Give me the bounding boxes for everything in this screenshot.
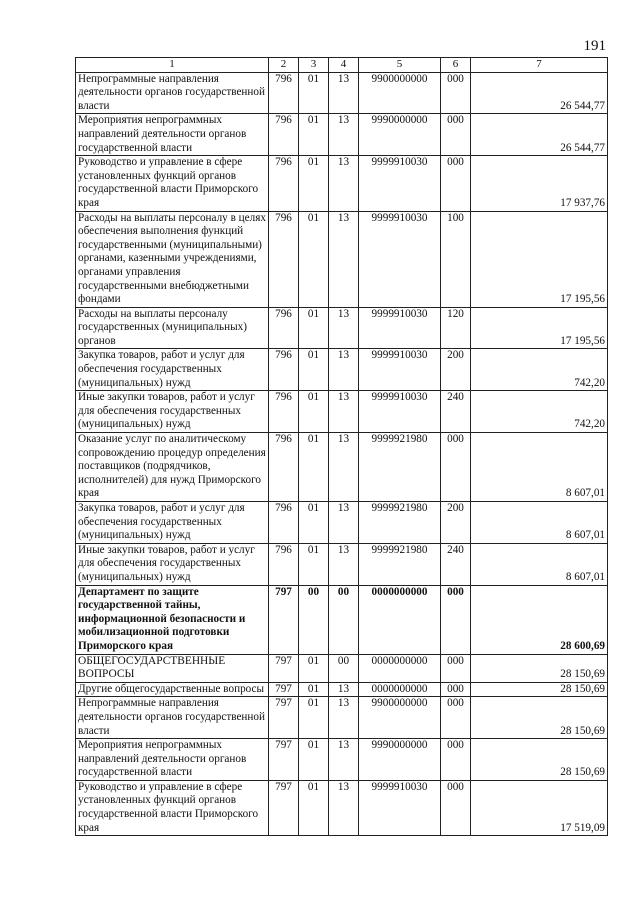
row-code-cell: 796	[269, 502, 299, 544]
row-section-cell: 01	[299, 114, 329, 156]
header-cell-4: 4	[329, 58, 359, 73]
row-name-cell: Департамент по защите государственной тайны, информационной безопасности и мобилизационной подготовки Приморского края	[76, 585, 269, 654]
row-target-cell: 9900000000	[359, 697, 441, 739]
row-subsection-cell: 13	[329, 682, 359, 697]
row-type-cell: 000	[441, 654, 471, 682]
row-type-cell: 000	[441, 780, 471, 835]
row-name-cell: Непрограммные направления деятельности органов государственной власти	[76, 697, 269, 739]
table-row	[76, 654, 608, 682]
header-cell-5: 5	[359, 58, 441, 73]
row-type-cell: 000	[441, 114, 471, 156]
row-subsection-cell: 00	[329, 585, 359, 654]
row-code-cell: 796	[269, 307, 299, 349]
row-target-cell: 9999910030	[359, 307, 441, 349]
row-amount-cell: 28 150,69	[471, 739, 608, 781]
row-target-cell: 9990000000	[359, 739, 441, 781]
row-code-cell: 797	[269, 585, 299, 654]
row-amount-cell: 17 195,56	[471, 211, 608, 307]
table-row	[76, 739, 608, 781]
row-subsection-cell: 13	[329, 211, 359, 307]
row-code-cell: 796	[269, 391, 299, 433]
row-code-cell: 796	[269, 72, 299, 114]
row-target-cell: 9999910030	[359, 156, 441, 211]
row-type-cell: 240	[441, 543, 471, 585]
row-amount-cell: 28 150,69	[471, 697, 608, 739]
row-type-cell: 240	[441, 391, 471, 433]
row-name-cell: ОБЩЕГОСУДАРСТВЕННЫЕ ВОПРОСЫ	[76, 654, 269, 682]
row-type-cell: 000	[441, 682, 471, 697]
row-amount-cell: 28 150,69	[471, 682, 608, 697]
row-section-cell: 01	[299, 739, 329, 781]
row-amount-cell: 8 607,01	[471, 543, 608, 585]
row-section-cell: 01	[299, 502, 329, 544]
row-code-cell: 796	[269, 433, 299, 502]
row-target-cell: 0000000000	[359, 682, 441, 697]
row-section-cell: 01	[299, 349, 329, 391]
row-name-cell: Иные закупки товаров, работ и услуг для обеспечения государственных (муниципальных) нужд	[76, 391, 269, 433]
row-amount-cell: 742,20	[471, 349, 608, 391]
row-amount-cell: 17 519,09	[471, 780, 608, 835]
row-type-cell: 100	[441, 211, 471, 307]
row-type-cell: 000	[441, 697, 471, 739]
row-code-cell: 797	[269, 739, 299, 781]
row-amount-cell: 26 544,77	[471, 72, 608, 114]
table-row	[76, 543, 608, 585]
header-cell-6: 6	[441, 58, 471, 73]
header-cell-2: 2	[269, 58, 299, 73]
row-code-cell: 796	[269, 114, 299, 156]
row-target-cell: 9999921980	[359, 502, 441, 544]
table-row	[76, 114, 608, 156]
row-target-cell: 9999921980	[359, 433, 441, 502]
row-subsection-cell: 13	[329, 114, 359, 156]
row-name-cell: Оказание услуг по аналитическому сопровождению процедур определения поставщиков (подрядчиков, исполнителей) для нужд Приморского края	[76, 433, 269, 502]
row-subsection-cell: 00	[329, 654, 359, 682]
row-name-cell: Мероприятия непрограммных направлений деятельности органов государственной власти	[76, 114, 269, 156]
table-row	[76, 433, 608, 502]
row-subsection-cell: 13	[329, 780, 359, 835]
row-subsection-cell: 13	[329, 697, 359, 739]
table-row	[76, 391, 608, 433]
row-name-cell: Иные закупки товаров, работ и услуг для обеспечения государственных (муниципальных) нужд	[76, 543, 269, 585]
table-header-row	[76, 58, 608, 73]
row-section-cell: 01	[299, 211, 329, 307]
row-target-cell: 0000000000	[359, 654, 441, 682]
row-name-cell: Расходы на выплаты персоналу государственных (муниципальных) органов	[76, 307, 269, 349]
row-name-cell: Другие общегосударственные вопросы	[76, 682, 269, 697]
row-section-cell: 01	[299, 72, 329, 114]
row-target-cell: 9999921980	[359, 543, 441, 585]
header-cell-1: 1	[76, 58, 269, 73]
table-row	[76, 502, 608, 544]
row-section-cell: 01	[299, 391, 329, 433]
row-section-cell: 01	[299, 697, 329, 739]
row-name-cell: Мероприятия непрограммных направлений деятельности органов государственной власти	[76, 739, 269, 781]
row-section-cell: 01	[299, 682, 329, 697]
row-target-cell: 9999910030	[359, 391, 441, 433]
row-code-cell: 797	[269, 697, 299, 739]
table-row	[76, 307, 608, 349]
row-amount-cell: 742,20	[471, 391, 608, 433]
row-code-cell: 797	[269, 780, 299, 835]
row-amount-cell: 26 544,77	[471, 114, 608, 156]
row-section-cell: 01	[299, 307, 329, 349]
row-amount-cell: 8 607,01	[471, 433, 608, 502]
table-row	[76, 156, 608, 211]
row-amount-cell: 28 150,69	[471, 654, 608, 682]
table-row	[76, 72, 608, 114]
row-code-cell: 797	[269, 654, 299, 682]
row-name-cell: Закупка товаров, работ и услуг для обеспечения государственных (муниципальных) нужд	[76, 349, 269, 391]
row-subsection-cell: 13	[329, 433, 359, 502]
table-row	[76, 697, 608, 739]
table-row	[76, 211, 608, 307]
header-cell-3: 3	[299, 58, 329, 73]
row-target-cell: 9999910030	[359, 349, 441, 391]
page-number: 191	[583, 38, 606, 54]
row-subsection-cell: 13	[329, 307, 359, 349]
row-type-cell: 200	[441, 349, 471, 391]
row-code-cell: 796	[269, 156, 299, 211]
row-subsection-cell: 13	[329, 502, 359, 544]
row-subsection-cell: 13	[329, 739, 359, 781]
row-target-cell: 9900000000	[359, 72, 441, 114]
row-section-cell: 01	[299, 654, 329, 682]
row-subsection-cell: 13	[329, 72, 359, 114]
row-section-cell: 01	[299, 156, 329, 211]
row-name-cell: Закупка товаров, работ и услуг для обеспечения государственных (муниципальных) нужд	[76, 502, 269, 544]
row-subsection-cell: 13	[329, 349, 359, 391]
row-type-cell: 000	[441, 739, 471, 781]
row-target-cell: 0000000000	[359, 585, 441, 654]
row-type-cell: 000	[441, 585, 471, 654]
row-code-cell: 796	[269, 211, 299, 307]
row-name-cell: Расходы на выплаты персоналу в целях обеспечения выполнения функций государственными (муниципальными) органами, казенными учреждениями, органами управления государственными внебюджетными фондами	[76, 211, 269, 307]
row-subsection-cell: 13	[329, 391, 359, 433]
row-name-cell: Руководство и управление в сфере установленных функций органов государственной власти Приморского края	[76, 780, 269, 835]
row-section-cell: 00	[299, 585, 329, 654]
row-code-cell: 797	[269, 682, 299, 697]
row-type-cell: 000	[441, 433, 471, 502]
header-cell-7: 7	[471, 58, 608, 73]
row-type-cell: 120	[441, 307, 471, 349]
table-row	[76, 682, 608, 697]
row-type-cell: 000	[441, 156, 471, 211]
row-target-cell: 9990000000	[359, 114, 441, 156]
row-subsection-cell: 13	[329, 156, 359, 211]
table-row	[76, 780, 608, 835]
row-amount-cell: 17 937,76	[471, 156, 608, 211]
row-code-cell: 796	[269, 543, 299, 585]
row-code-cell: 796	[269, 349, 299, 391]
budget-table	[75, 57, 608, 836]
row-amount-cell: 28 600,69	[471, 585, 608, 654]
row-name-cell: Руководство и управление в сфере установленных функций органов государственной власти Приморского края	[76, 156, 269, 211]
table-row	[76, 585, 608, 654]
row-type-cell: 200	[441, 502, 471, 544]
row-amount-cell: 8 607,01	[471, 502, 608, 544]
row-section-cell: 01	[299, 543, 329, 585]
row-target-cell: 9999910030	[359, 780, 441, 835]
row-subsection-cell: 13	[329, 543, 359, 585]
row-amount-cell: 17 195,56	[471, 307, 608, 349]
row-name-cell: Непрограммные направления деятельности органов государственной власти	[76, 72, 269, 114]
table-row	[76, 349, 608, 391]
row-section-cell: 01	[299, 780, 329, 835]
row-section-cell: 01	[299, 433, 329, 502]
row-type-cell: 000	[441, 72, 471, 114]
row-target-cell: 9999910030	[359, 211, 441, 307]
